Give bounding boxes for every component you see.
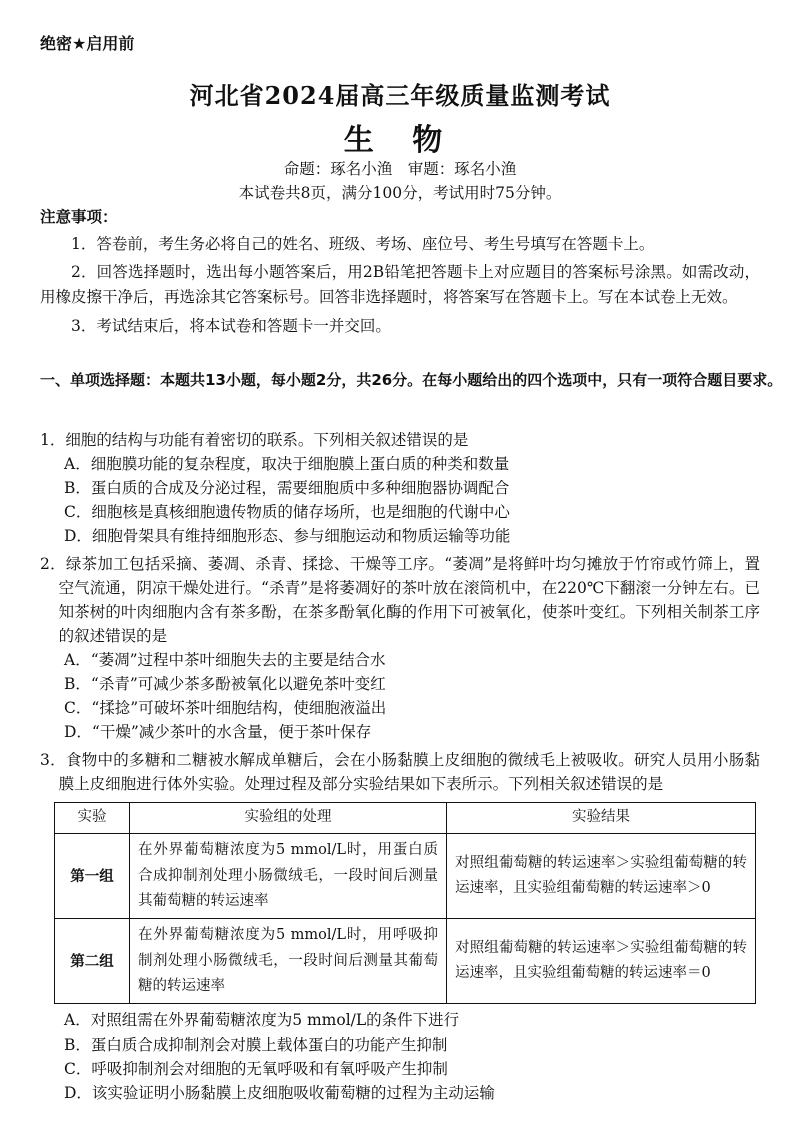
table-header: 实验 xyxy=(55,803,130,834)
question-stem: 2．绿茶加工包括采摘、萎凋、杀青、揉捻、干燥等工序。“萎凋”是将鲜叶均匀摊放于竹帘或竹筛上，置空气流通，阴凉干燥处进行。“杀青”是将萎凋好的茶叶放在滚筒机中，在220℃下翻滚一分钟左右。已知茶树的叶肉细胞内含有茶多酚，在茶多酚氧化酶的作用下可被氧化，使茶叶变红。下列相关制茶工序的叙述错误的是 xyxy=(40,555,760,646)
question-3 xyxy=(40,748,760,1104)
option-c: C．细胞核是真核细胞遗传物质的储存场所，也是细胞的代谢中心 xyxy=(64,503,510,522)
option-a: A．细胞膜功能的复杂程度，取决于细胞膜上蛋白质的种类和数量 xyxy=(64,455,510,474)
table-cell: 对照组葡萄糖的转运速率＞实验组葡萄糖的转运速率，且实验组葡萄糖的转运速率＝0 xyxy=(447,919,756,1004)
option-a: A．对照组需在外界葡萄糖浓度为5 mmol/L的条件下进行 xyxy=(64,1011,460,1030)
table-cell: 在外界葡萄糖浓度为5 mmol/L时，用呼吸抑制剂处理小肠微绒毛，一段时间后测量其葡萄糖的转运速率 xyxy=(130,919,447,1004)
question-list xyxy=(40,424,760,1105)
exam-credits: 命题：琢名小渔 审题：琢名小渔 xyxy=(283,160,517,178)
question-stem: 1．细胞的结构与功能有着密切的联系。下列相关叙述错误的是 xyxy=(40,431,469,449)
table-header: 实验结果 xyxy=(447,803,756,834)
notice-item: 3．考试结束后，将本试卷和答题卡一并交回。 xyxy=(71,316,391,335)
subject-title: 生 物 xyxy=(343,123,457,158)
notice-title: 注意事项： xyxy=(40,208,118,226)
table-cell: 在外界葡萄糖浓度为5 mmol/L时，用蛋白质合成抑制剂处理小肠微绒毛，一段时间后测量其葡萄糖的转运速率 xyxy=(130,834,447,919)
question-stem: 3．食物中的多糖和二糖被水解成单糖后，会在小肠黏膜上皮细胞的微绒毛上被吸收。研究人员用小肠黏膜上皮细胞进行体外实验。处理过程及部分实验结果如下表所示。下列相关叙述错误的是 xyxy=(40,751,760,794)
notice-block xyxy=(40,206,760,339)
exam-meta: 本试卷共8页，满分100分，考试用时75分钟。 xyxy=(238,184,562,202)
table-row xyxy=(55,834,756,919)
option-b: B．蛋白质的合成及分泌过程，需要细胞质中多种细胞器协调配合 xyxy=(64,479,510,498)
notice-item: 1．答卷前，考生务必将自己的姓名、班级、考场、座位号、考生号填写在答题卡上。 xyxy=(71,235,655,254)
option-b: B．蛋白质合成抑制剂会对膜上载体蛋白的功能产生抑制 xyxy=(64,1035,448,1054)
question-1 xyxy=(40,428,760,548)
option-c: C．呼吸抑制剂会对细胞的无氧呼吸和有氧呼吸产生抑制 xyxy=(64,1059,448,1078)
table-row xyxy=(55,919,756,1004)
option-b: B．“杀青”可减少茶多酚被氧化以避免茶叶变红 xyxy=(64,675,386,694)
table-cell: 对照组葡萄糖的转运速率＞实验组葡萄糖的转运速率，且实验组葡萄糖的转运速率＞0 xyxy=(447,834,756,919)
option-d: D．细胞骨架具有维持细胞形态、参与细胞运动和物质运输等功能 xyxy=(64,527,511,546)
option-c: C．“揉捻”可破坏茶叶细胞结构，使细胞液溢出 xyxy=(64,699,387,718)
option-d: D．该实验证明小肠黏膜上皮细胞吸收葡萄糖的过程为主动运输 xyxy=(64,1083,495,1102)
table-cell: 第一组 xyxy=(55,834,130,919)
table-header-row xyxy=(55,803,756,834)
exam-title: 河北省2024届高三年级质量监测考试 xyxy=(189,81,611,110)
table-header: 实验组的处理 xyxy=(130,803,447,834)
table-cell: 第二组 xyxy=(55,919,130,1004)
option-a: A．“萎凋”过程中茶叶细胞失去的主要是结合水 xyxy=(64,651,386,670)
option-d: D．“干燥”减少茶叶的水含量，便于茶叶保存 xyxy=(64,723,372,742)
question-2 xyxy=(40,552,760,744)
notice-item: 2．回答选择题时，选出每小题答案后，用2B铅笔把答题卡上对应题目的答案标号涂黑。如需改动，用橡皮擦干净后，再选涂其它答案标号。回答非选择题时，将答案写在答题卡上。写在本试卷上无效。 xyxy=(40,263,760,307)
section-heading: 一、单项选择题：本题共13小题，每小题2分，共26分。在每小题给出的四个选项中，只有一项符合题目要求。 xyxy=(40,371,783,389)
experiment-table xyxy=(54,802,756,1004)
confidential-label: 绝密★启用前 xyxy=(40,34,135,53)
